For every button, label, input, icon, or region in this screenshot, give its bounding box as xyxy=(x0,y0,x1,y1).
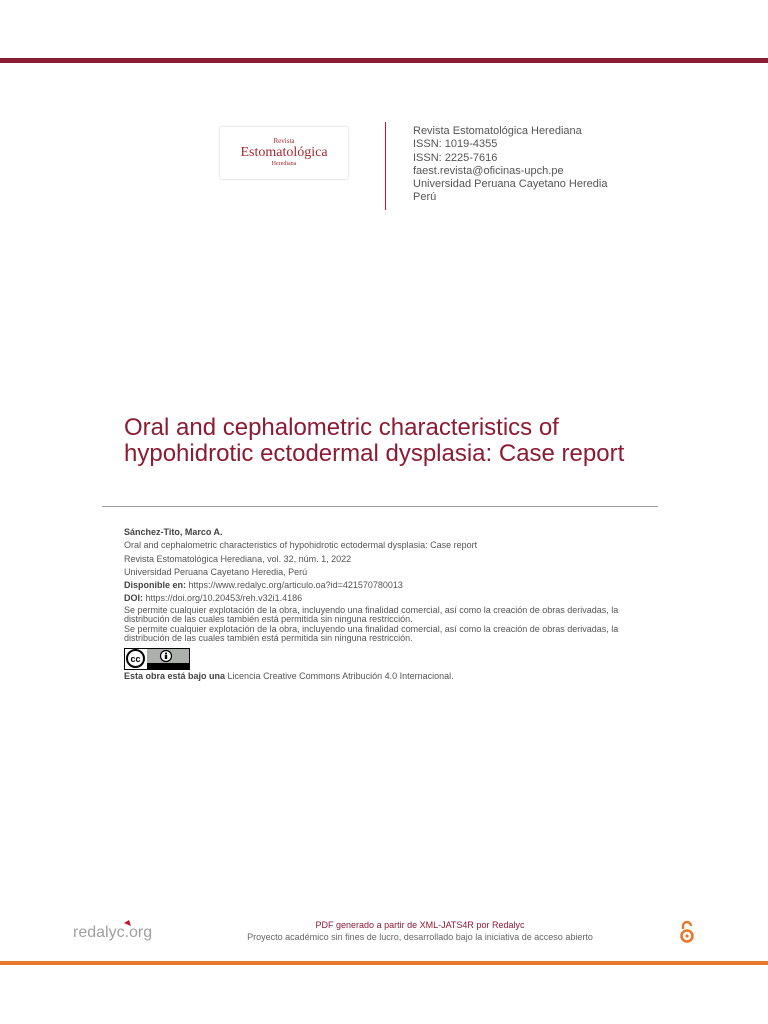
journal-logo-line1: Revista xyxy=(273,137,295,145)
journal-logo-line3: Herediana xyxy=(271,161,297,167)
bottom-accent-bar xyxy=(0,961,768,965)
available-link[interactable]: https://www.redalyc.org/articulo.oa?id=421570780013 xyxy=(188,580,403,591)
license-link[interactable]: Licencia Creative Commons Atribución 4.0 Internacional. xyxy=(227,671,454,681)
footer-project: Proyecto académico sin fines de lucro, desarrollado bajo la iniciativa de acceso abierto xyxy=(247,932,593,942)
permission-text-2: Se permite cualquier explotación de la obra, incluyendo una finalidad comercial, así como la creación de obras derivadas, la distribución de las cuales también está permitida sin ninguna restricción. xyxy=(124,623,619,644)
article-title: Oral and cephalometric characteristics of hypohidrotic ectodermal dysplasia: Case report xyxy=(124,414,625,467)
redalyc-logo-text: redalyc.org xyxy=(73,924,153,941)
top-accent-bar xyxy=(0,58,768,63)
journal-info xyxy=(413,125,607,205)
journal-issn-print: ISSN: 1019-4355 xyxy=(413,138,498,151)
open-access-icon xyxy=(679,920,695,944)
doi-link[interactable]: https://doi.org/10.20453/reh.v32i1.4186 xyxy=(145,593,303,604)
redalyc-logo[interactable] xyxy=(72,919,168,945)
journal-email[interactable]: faest.revista@oficinas-upch.pe xyxy=(413,164,564,177)
permission-text-1: Se permite cualquier explotación de la obra, incluyendo una finalidad comercial, así como la creación de obras derivadas, la distribución de las cuales también está permitida sin ninguna restricción. xyxy=(124,604,619,625)
header-divider xyxy=(385,122,386,210)
available-label: Disponible en: xyxy=(124,580,187,591)
journal-issn-online: ISSN: 2225-7616 xyxy=(413,151,498,164)
article-author: Sánchez-Tito, Marco A. xyxy=(124,527,223,537)
article-metadata xyxy=(124,526,634,644)
article-citation: Revista Estomatológica Herediana, vol. 32, núm. 1, 2022 xyxy=(124,553,352,564)
footer-text xyxy=(200,919,640,943)
journal-university: Universidad Peruana Cayetano Heredia xyxy=(413,178,608,191)
article-title-small: Oral and cephalometric characteristics of hypohidrotic ectodermal dysplasia: Case report xyxy=(124,540,478,551)
license-label: Esta obra está bajo una xyxy=(124,671,226,681)
article-institution: Universidad Peruana Cayetano Heredia, Perú xyxy=(124,566,308,577)
license-text xyxy=(124,671,454,681)
svg-text:cc: cc xyxy=(130,654,141,664)
journal-logo xyxy=(219,126,349,180)
title-divider xyxy=(102,506,658,507)
journal-country: Perú xyxy=(413,191,437,204)
journal-name: Revista Estomatológica Herediana xyxy=(413,125,582,137)
journal-logo-line2: Estomatológica xyxy=(240,145,328,160)
cc-by-icon[interactable] xyxy=(124,648,190,670)
footer-generated: PDF generado a partir de XML-JATS4R por Redalyc xyxy=(315,920,525,930)
doi-label: DOI: xyxy=(124,593,143,604)
